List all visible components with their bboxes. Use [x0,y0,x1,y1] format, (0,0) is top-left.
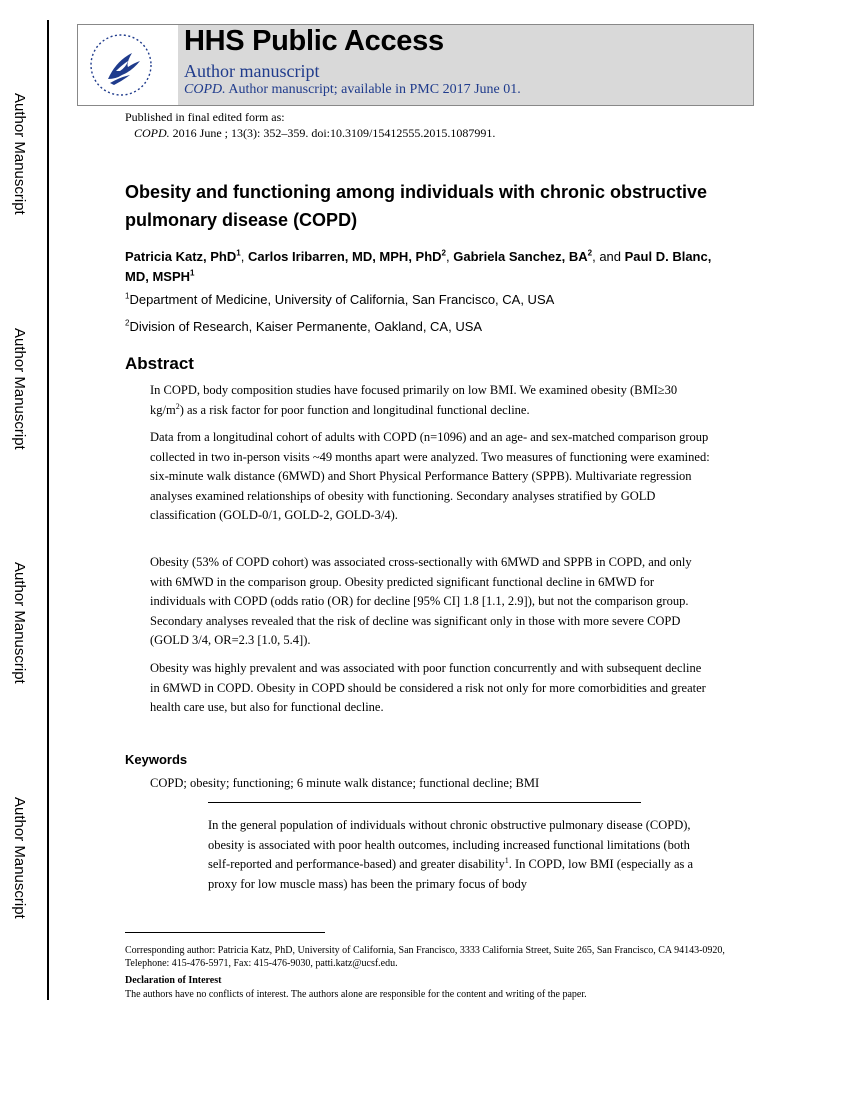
author-name: Paul D. Blanc, MD, MSPH [125,249,712,284]
abstract-background: In COPD, body composition studies have focused primarily on low BMI. We examined obesity (BMI≥30 $kg/m^2$) as a risk factor for poor function and longitudinal functional decline. [150,383,678,417]
reference-link[interactable]: 1 [504,855,509,865]
author-name: Patricia Katz, PhD [125,249,237,264]
footnote-divider [125,932,325,933]
affiliation-1: $^1$Department of Medicine, University of California, San Francisco, CA, USA [125,291,555,307]
abstract-methods: Data from a longitudinal cohort of adults with COPD (n=1096) and an age- and sex-matched comparison group collected in two in-person visits ~49 months apart were analyzed. Two measures of functioning were examined: six-minute walk distance (6MWD) and Short Physical Performance Battery (SPPB). Multivariate regression analyses examined relationships of obesity with functioning. Secondary analyses stratified by GOLD classification (GOLD-0/1, GOLD-2, GOLD-3/4). [150,430,710,522]
hhs-eagle-logo-icon [86,31,156,99]
declaration-text: The authors have no conflicts of interest. The authors alone are responsible for the content and writing of the paper. [125,989,587,1000]
abstract-results: Obesity (53% of COPD cohort) was associated cross-sectionally with 6MWD and SPPB in COPD, and only with 6MWD in the comparison group. Obesity predicted significant functional decline in 6MWD for individuals with COPD (odds ratio (OR) for decline [95% CI] 1.8 [1.1, 2.9]), but not the comparison group. Secondary analyses revealed that the risk of decline was significant only in those with more severe COPD (GOLD 3/4, OR=2.3 [1.0, 5.4]). [150,555,692,647]
corresponding-author-note: Corresponding author: Patricia Katz, PhD, University of California, San Francisco, 3333 California Street, Suite 265, San Francisco, CA 94143-0920, Telephone: 415-476-5971, Fax: 415-476-9030, patti.katz@ucsf.edu. [125,945,725,969]
keywords-list: COPD; obesity; functioning; 6 minute walk distance; functional decline; BMI [150,776,540,790]
abstract-heading: Abstract [125,354,194,373]
section-divider [208,802,641,803]
abstract-conclusions: Obesity was highly prevalent and was associated with poor function concurrently and with subsequent decline in 6MWD in COPD. Obesity in COPD should be considered a risk not only for more comorbidities and greater health care use, but also for functional decline. [150,661,706,714]
keywords-heading: Keywords [125,752,188,767]
hhs-header [77,24,754,106]
hhs-title: HHS Public Access [184,25,444,57]
affiliation-2: $^2$Division of Research, Kaiser Permanente, Oakland, CA, USA [125,318,483,334]
margin-rule [47,20,49,1000]
declaration-heading: Declaration of Interest [125,975,222,986]
author-name: Carlos Iribarren, MD, MPH, PhD [247,249,442,264]
journal-availability: COPD. Author manuscript; available in PMC 2017 June 01. [184,82,521,97]
article-title: Obesity and functioning among individuals with chronic obstructive pulmonary disease (COPD) [125,182,708,230]
author-name: Gabriela Sanchez, BA [453,249,588,264]
citation: COPD. 2016 June ; 13(3): 352–359. doi:10.3109/15412555.2015.1087991. [134,126,496,140]
author-list: Patricia Katz, PhD$^1$, Carlos Iribarren, MD, MPH, PhD$^2$, Gabriela Sanchez, $BA^2$, and Paul D. Blanc, MD, MSPH$^1$ [125,248,712,284]
manuscript-type: Author manuscript [184,61,320,81]
published-label: Published in final edited form as: [125,110,285,124]
intro-paragraph: In the general population of individuals without chronic obstructive pulmonary disease (COPD), obesity is associated with poor health outcomes, including increased functional limitations (both self-reported and performance-based) and greater disability$^1$. In COPD, low BMI (especially as a proxy for low muscle mass) has been the primary focus of body [208,818,694,891]
